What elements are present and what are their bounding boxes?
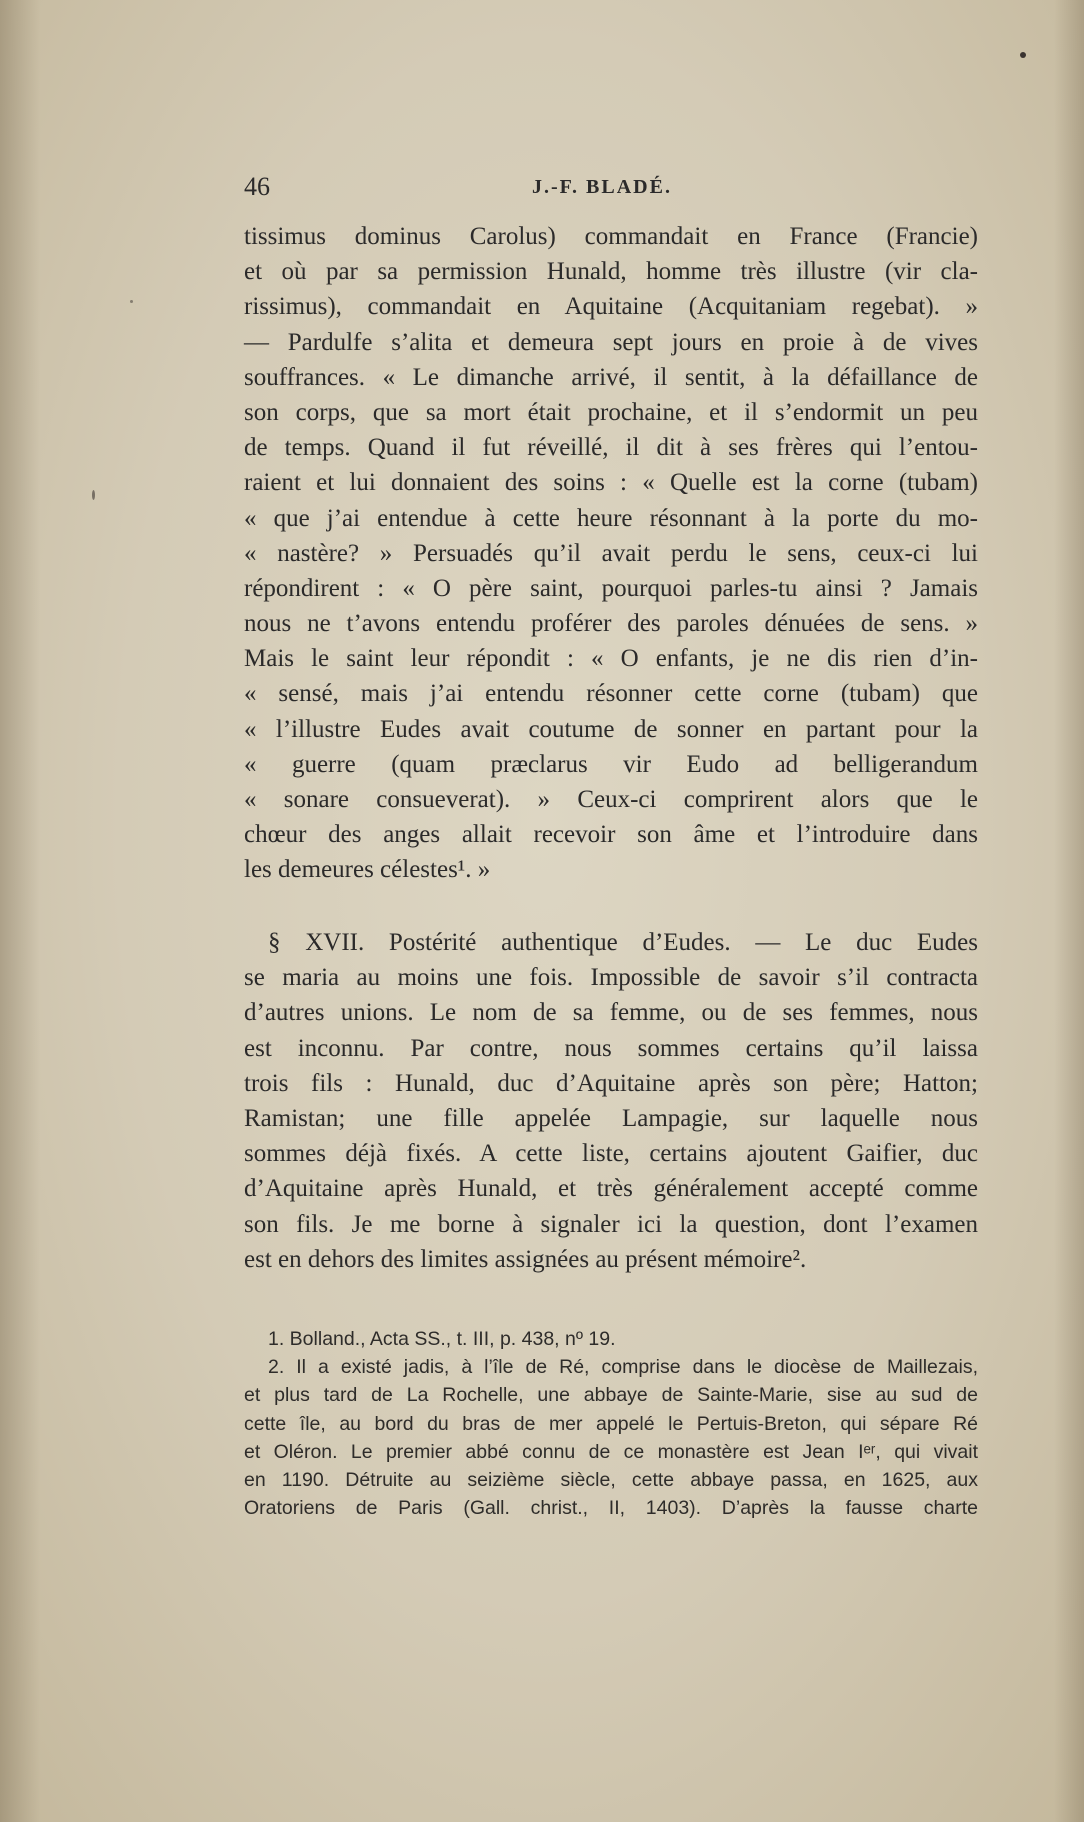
footnotes [244, 1325, 978, 1522]
text-line: et où par sa permission Hunald, homme très illustre (vir cla- [244, 258, 978, 286]
text-line: « sonare consueverat). » Ceux-ci comprirent alors que le [244, 786, 978, 813]
text-line: « nastère? » Persuadés qu’il avait perdu le sens, ceux-ci lui [244, 539, 978, 567]
text-line: de temps. Quand il fut réveillé, il dit à ses frères qui l’entou- [244, 434, 978, 462]
text-line: répondirent : « O père saint, pourquoi parles-tu ainsi ? Jamais [244, 574, 978, 602]
running-head: J.-F. BLADÉ. [532, 176, 672, 198]
text-line: raient et lui donnaient des soins : « Quelle est la corne (tubam) [244, 469, 978, 497]
paper-speck [1020, 52, 1026, 58]
text-line: — Pardulfe s’alita et demeura sept jours en proie à de vives [244, 328, 978, 356]
page-shadow-right [1054, 0, 1084, 1822]
text-line: d’autres unions. Le nom de sa femme, ou de ses femmes, nous [244, 999, 978, 1027]
text-line: rissimus), commandait en Aquitaine (Acquitaniam regebat). » [244, 293, 978, 321]
text-line: nous ne t’avons entendu proférer des paroles dénuées de sens. » [244, 610, 978, 638]
text-line: souffrances. « Le dimanche arrivé, il sentit, à la défaillance de [244, 363, 978, 391]
text-line: d’Aquitaine après Hunald, et très généralement accepté comme [244, 1175, 978, 1203]
text-line: Ramistan; une fille appelée Lampagie, sur laquelle nous [244, 1104, 978, 1132]
text-line: trois fils : Hunald, duc d’Aquitaine après son père; Hatton; [244, 1069, 978, 1097]
text-line: son fils. Je me borne à signaler ici la question, dont l’examen [244, 1210, 978, 1238]
footnote-1: 1. Bolland., Acta SS., t. III, p. 438, nº 19. [268, 1328, 616, 1350]
page-header [244, 172, 978, 208]
text-line: les demeures célestes¹. » [244, 856, 491, 884]
text-line: est inconnu. Par contre, nous sommes certains qu’il laissa [244, 1034, 978, 1062]
section-heading-line: § XVII. Postérité authentique d’Eudes. — Le duc Eudes [268, 929, 978, 956]
text-line: est en dehors des limites assignées au présent mémoire². [244, 1245, 807, 1273]
paper-speck [130, 300, 133, 303]
text-line: son corps, que sa mort était prochaine, et il s’endormit un peu [244, 398, 978, 426]
footnote-line: en 1190. Détruite au seizième siècle, cette abbaye passa, en 1625, aux [244, 1468, 978, 1491]
text-line: tissimus dominus Carolus) commandait en France (Francie) [244, 223, 978, 250]
paragraph-pardulfe [244, 219, 978, 888]
footnote-2: 2. Il a existé jadis, à l’île de Ré, comprise dans le diocèse de Maillezais, [268, 1356, 978, 1379]
footnote-line: et Oléron. Le premier abbé connu de ce monastère est Jean Iᵉʳ, qui vivait [244, 1440, 978, 1463]
footnote-line: Oratoriens de Paris (Gall. christ., II, 1403). D’après la fausse charte [244, 1497, 978, 1520]
text-line: « que j’ai entendue à cette heure résonnant à la porte du mo- [244, 504, 978, 532]
footnote-line: cette île, au bord du bras de mer appelé le Pertuis-Breton, qui sépare Ré [244, 1412, 978, 1435]
text-line: sommes déjà fixés. A cette liste, certains ajoutent Gaifier, duc [244, 1140, 978, 1168]
page-shadow-left [0, 0, 40, 1822]
page-number: 46 [244, 172, 270, 201]
footnote-line: et plus tard de La Rochelle, une abbaye de Sainte-Marie, sise au sud de [244, 1384, 978, 1407]
text-line: se maria au moins une fois. Impossible de savoir s’il contracta [244, 964, 978, 992]
paragraph-section-xvii [244, 925, 978, 1277]
text-line: chœur des anges allait recevoir son âme et l’introduire dans [244, 821, 978, 849]
text-line: « l’illustre Eudes avait coutume de sonner en partant pour la [244, 715, 978, 743]
text-line: « guerre (quam præclarus vir Eudo ad belligerandum [244, 750, 978, 778]
text-line: « sensé, mais j’ai entendu résonner cette corne (tubam) que [244, 680, 978, 708]
paper-speck [92, 490, 95, 500]
text-line: Mais le saint leur répondit : « O enfants, je ne dis rien d’in- [244, 645, 978, 673]
